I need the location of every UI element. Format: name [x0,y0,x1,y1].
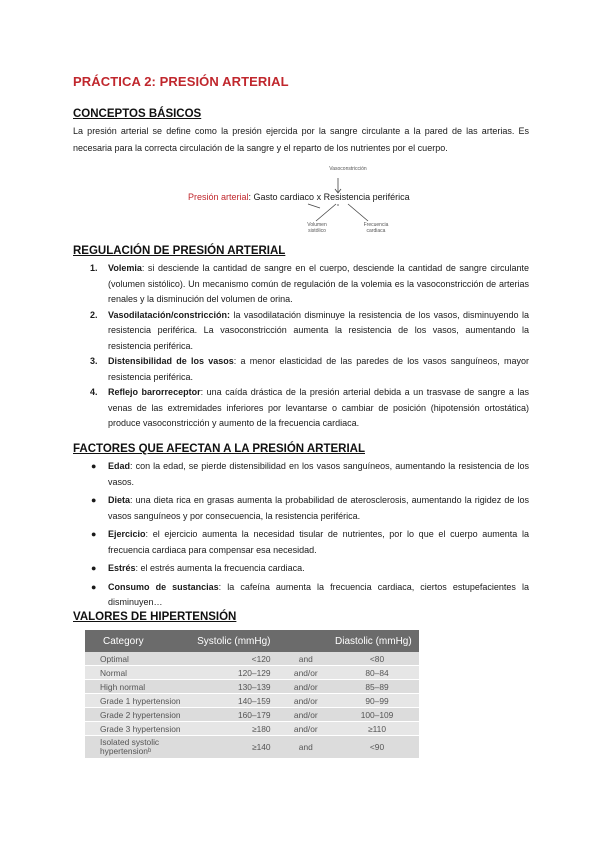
table-row: Normal 120–129 and/or 80–84 [85,666,419,680]
table-row: High normal 130–139 and/or 85–89 [85,680,419,694]
formula-diagram [188,166,408,236]
list-item: ● Estrés: el estrés aumenta la frecuencia cardiaca. [90,561,529,577]
list-item: 4. Reflejo barorreceptor: una caída drástica de la presión arterial debida a un trasvase de sangre a las venas de las extremidades inferiores por levantarse o cambiar de posición (hipotensión ortostática) produce vasoconstricción y aumento de la frecuencia cardiaca. [90,387,529,428]
list-item: ● Dieta: una dieta rica en grasas aumenta la probabilidad de aterosclerosis, aumentando la rigidez de los vasos sanguíneos y por consecuencia, la resistencia periférica. [91,495,529,521]
list-item: ● Ejercicio: el ejercicio aumenta la necesidad tisular de nutrientes, por lo que el cuerpo aumenta la frecuencia cardiaca para compensar esa necesidad. [91,529,529,555]
page-title: PRÁCTICA 2: PRESIÓN ARTERIAL [73,74,289,89]
table-row: Optimal <120 and <80 [85,652,419,666]
heading-valores: VALORES DE HIPERTENSIÓN [73,611,237,623]
formula-text [188,192,410,202]
col-category: Category [85,630,193,652]
table-row: Grade 1 hypertension 140–159 and/or 90–99 [85,694,419,708]
bullet-icon: ● [91,461,97,471]
heading-conceptos: CONCEPTOS BÁSICOS [73,108,202,120]
bullet-icon: ● [91,581,97,592]
heading-regulacion: REGULACIÓN DE PRESIÓN ARTERIAL [73,245,286,257]
table-row: Grade 3 hypertension ≥180 and/or ≥110 [85,722,419,736]
list-item: ● Edad: con la edad, se pierde distensibilidad en los vasos sanguíneos, aumentando la resistencia de los vasos. [91,461,529,487]
bullet-icon: ● [91,495,97,505]
heading-factores: FACTORES QUE AFECTAN A LA PRESIÓN ARTERIAL [73,443,365,455]
col-diastolic: Diastolic (mmHg) [335,630,419,652]
conceptos-text: La presión arterial se define como la presión ejercida por la sangre circulante a la pared de las arterias. Es necesaria para la correcta circulación de la sangre y el reparto de los nutrientes por el cuerpo. [73,126,529,153]
hypertension-table [85,630,419,759]
diagram-left-label: Volumen sistólico [307,222,327,234]
list-item: 2. Vasodilatación/constricción: la vasodilatación disminuye la resistencia de los vasos, disminuyendo la resistencia periférica. La vasoconstricción aumenta la resistencia de los vasos, aumentando la resistencia periférica. [90,309,529,351]
regulacion-list [90,261,529,432]
formula-rest: : Gasto cardiaco x Resistencia periférica [248,192,410,202]
bullet-icon: ● [91,529,97,539]
list-item: ● Consumo de sustancias: la cafeína aumenta la frecuencia cardiaca, ciertos estupefacientes la disminuyen… [91,581,529,607]
table-header-row [85,630,419,652]
table-row: Grade 2 hypertension 160–179 and/or 100–109 [85,708,419,722]
formula-red: Presión arterial [188,192,249,202]
col-systolic: Systolic (mmHg) [193,630,335,652]
bullet-icon: ● [91,563,97,573]
factores-list [90,459,529,614]
diagram-top-label: Vasoconstricción [329,166,367,172]
list-item: 1. Volemia: si desciende la cantidad de sangre en el cuerpo, desciende la cantidad de sangre circulante (volumen sistólico). Un mecanismo común de regulación de la volemia es la vasoconstricción de arterias renales y la disminución del volumen de orina. [90,263,529,304]
diagram-right-label: Frecuencia cardiaca [363,222,389,234]
list-item: 3. Distensibilidad de los vasos: a menor elasticidad de las paredes de los vasos sanguíneos, mayor resistencia periférica. [90,356,529,382]
table-row: Isolated systolic hypertensionᵇ ≥140 and <90 [85,736,419,759]
